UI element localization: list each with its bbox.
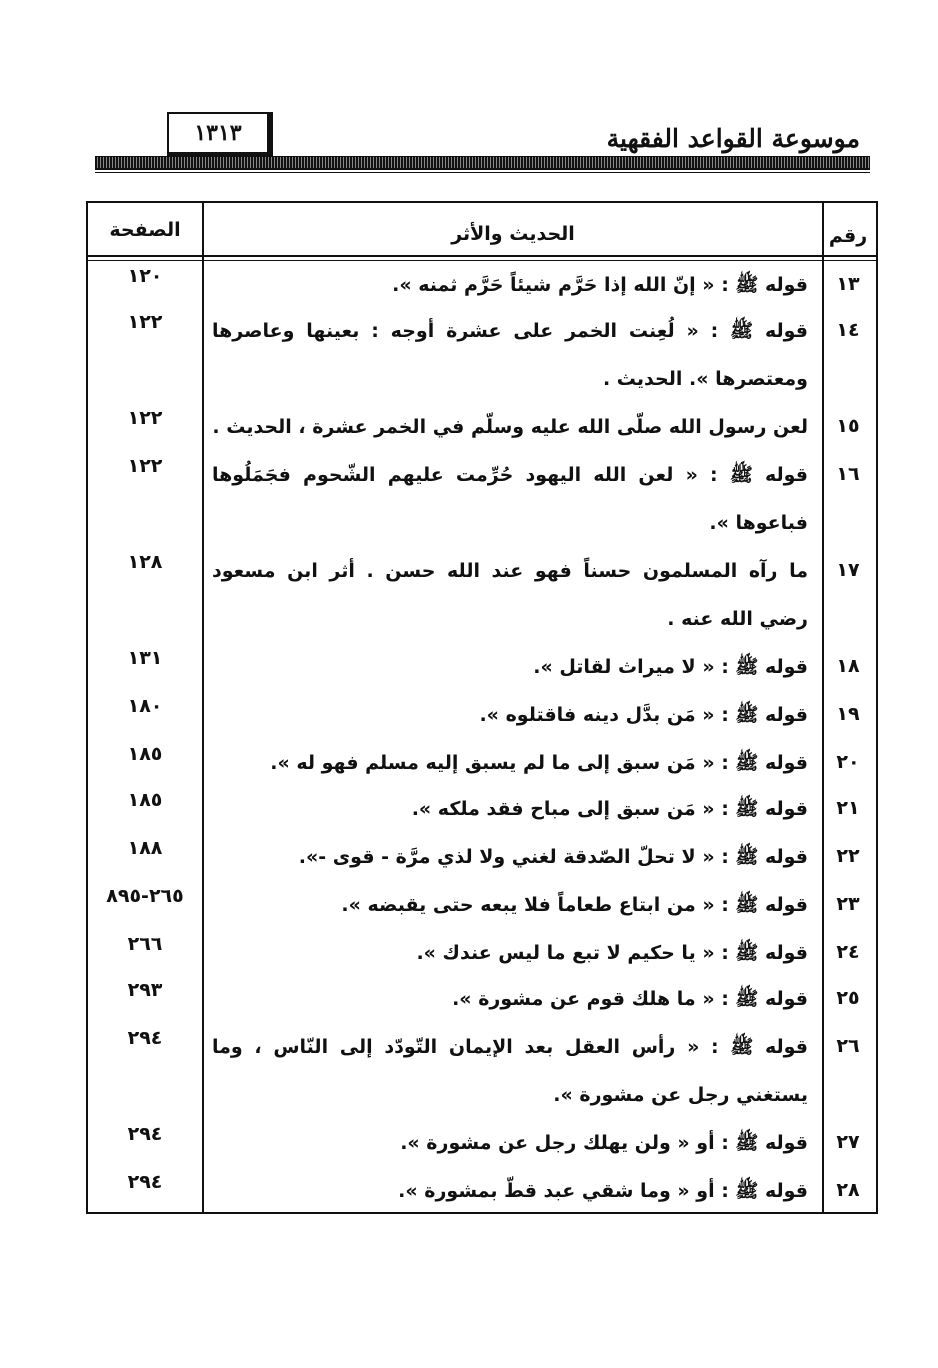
row-text: قوله ﷺ : « لُعِنت الخمر على عشرة أوجه : بعينها وعاصرها ومعتصرها ». الحديث . xyxy=(212,320,808,390)
row-text: قوله ﷺ : أو « وما شقي عبد قطّ بمشورة ». xyxy=(398,1180,808,1202)
row-number: ١٣ xyxy=(836,273,860,295)
row-page: ١٢٢ xyxy=(127,407,163,429)
row-number: ٢٨ xyxy=(836,1179,860,1201)
hadith-index-table xyxy=(86,201,878,1214)
row-text: قوله ﷺ : « لعن الله اليهود حُرِّمت عليهم الشّحوم فجَمَلُوها فباعوها ». xyxy=(212,464,808,534)
row-number: ١٤ xyxy=(836,319,860,341)
header-text: الحديث والأثر xyxy=(451,223,575,245)
table-row xyxy=(88,643,876,691)
row-number: ٢٤ xyxy=(836,941,860,963)
row-number: ٢٣ xyxy=(836,893,860,915)
page-number: ١٣١٣ xyxy=(167,112,273,156)
header-divider xyxy=(88,255,876,257)
row-number: ١٧ xyxy=(836,559,860,581)
row-text: قوله ﷺ : « مَن بدَّل دينه فاقتلوه ». xyxy=(479,704,808,726)
row-text: قوله ﷺ : « رأس العقل بعد الإيمان التّودّد إلى النّاس ، وما يستغني رجل عن مشورة ». xyxy=(212,1036,808,1106)
row-page: ٢٩٤ xyxy=(127,1171,163,1193)
row-text: قوله ﷺ : « يا حكيم لا تبع ما ليس عندك ». xyxy=(416,942,808,964)
row-page: ١٢٠ xyxy=(127,265,163,287)
row-number: ٢٧ xyxy=(836,1131,860,1153)
row-page: ١٨٨ xyxy=(127,837,163,859)
row-page: ٢٩٤ xyxy=(127,1123,163,1145)
table-row xyxy=(88,833,876,881)
row-page: ١٢٢ xyxy=(127,311,163,333)
table-row xyxy=(88,1167,876,1215)
row-text: قوله ﷺ : أو « ولن يهلك رجل عن مشورة ». xyxy=(400,1132,808,1154)
table-row xyxy=(88,1119,876,1167)
row-text: قوله ﷺ : « مَن سبق إلى ما لم يسبق إليه مسلم فهو له ». xyxy=(270,752,808,774)
running-header xyxy=(95,110,870,172)
header-rule-thin xyxy=(95,172,870,173)
row-number: ١٦ xyxy=(836,463,860,485)
row-text: قوله ﷺ : « مَن سبق إلى مباح فقد ملكه ». xyxy=(411,798,808,820)
row-page: ١٢٢ xyxy=(127,455,163,477)
row-text: قوله ﷺ : « لا تحلّ الصّدقة لغني ولا لذي مرَّة - قوى -». xyxy=(298,846,808,868)
row-page: ١٨٠ xyxy=(127,695,163,717)
row-number: ١٥ xyxy=(836,415,860,437)
row-text: قوله ﷺ : « ما هلك قوم عن مشورة ». xyxy=(452,988,808,1010)
row-page: ١٢٨ xyxy=(127,551,163,573)
book-title: موسوعة القواعد الفقهية xyxy=(606,124,860,153)
header-page: الصفحة xyxy=(109,219,181,241)
header-rule xyxy=(95,156,870,170)
row-number: ٢٦ xyxy=(836,1035,860,1057)
table-row xyxy=(88,739,876,787)
row-number: ١٩ xyxy=(836,703,860,725)
row-page: ١٣١ xyxy=(127,647,163,669)
row-text: قوله ﷺ : « إنّ الله إذا حَرَّم شيئاً حَرَّم ثمنه ». xyxy=(392,274,808,296)
row-number: ١٨ xyxy=(836,655,860,677)
table-row xyxy=(88,785,876,833)
row-page: ٢٦٥-٨٩٥ xyxy=(106,885,184,907)
table-row xyxy=(88,1023,876,1119)
row-text: قوله ﷺ : « من ابتاع طعاماً فلا يبعه حتى يقبضه ». xyxy=(341,894,808,916)
row-text: قوله ﷺ : « لا ميراث لقاتل ». xyxy=(533,656,808,678)
row-number: ٢١ xyxy=(836,797,860,819)
table-row xyxy=(88,975,876,1023)
table-row xyxy=(88,547,876,643)
row-number: ٢٢ xyxy=(836,845,860,867)
row-text: ما رآه المسلمون حسناً فهو عند الله حسن . أثر ابن مسعود رضي الله عنه . xyxy=(212,560,808,630)
row-page: ٢٩٤ xyxy=(127,1027,163,1049)
row-page: ١٨٥ xyxy=(127,743,163,765)
table-row xyxy=(88,307,876,403)
row-number: ٢٥ xyxy=(836,987,860,1009)
row-number: ٢٠ xyxy=(836,751,860,773)
row-page: ٢٦٦ xyxy=(127,933,163,955)
row-page: ١٨٥ xyxy=(127,789,163,811)
header-number: رقم xyxy=(828,225,868,247)
table-row xyxy=(88,929,876,977)
table-row xyxy=(88,451,876,547)
table-row xyxy=(88,881,876,929)
table-row xyxy=(88,261,876,309)
table-row xyxy=(88,691,876,739)
row-text: لعن رسول الله صلّى الله عليه وسلّم في الخمر عشرة ، الحديث . xyxy=(212,416,808,438)
row-page: ٢٩٣ xyxy=(127,979,163,1001)
table-row xyxy=(88,403,876,451)
